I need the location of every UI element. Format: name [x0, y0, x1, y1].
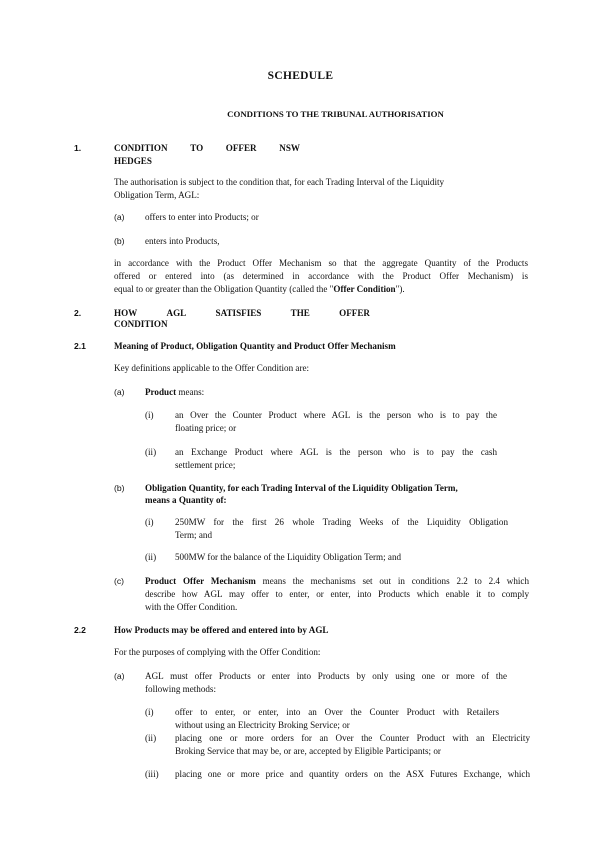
- item-label: (a): [114, 671, 125, 681]
- paragraph-text: ").: [395, 284, 405, 294]
- definition-text: , for each Trading Interval of the Liquidity Obligation Term,: [223, 483, 458, 493]
- item-line: AGL must offer Products or enter into Products by only using one or more of the: [145, 671, 507, 681]
- section-2-2-intro: For the purposes of complying with the Offer Condition:: [114, 647, 321, 657]
- item-label: (a): [114, 212, 125, 222]
- defined-term: Offer Condition: [333, 284, 396, 294]
- item-label: (b): [114, 483, 125, 493]
- subitem-line: 250MW for the first 26 whole Trading Weeks of the Liquidity Obligation: [175, 517, 508, 527]
- heading-word: HOW: [114, 308, 138, 318]
- item-line: following methods:: [145, 684, 216, 694]
- subitem-line: placing one or more orders for an Over the Counter Product with an Electricity: [175, 733, 530, 743]
- heading-word: AGL: [166, 308, 187, 318]
- section-1-paragraph-line: in accordance with the Product Offer Mechanism so that the aggregate Quantity of the Products: [114, 258, 528, 268]
- subitem-line: Term; and: [175, 530, 212, 540]
- section-2-number: 2.: [74, 308, 82, 318]
- page-title: SCHEDULE: [267, 70, 334, 82]
- section-1-intro: The authorisation is subject to the condition that, for each Trading Interval of the Liquidity Obligation Term, AGL:: [114, 177, 445, 201]
- item-text: enters into Products,: [145, 236, 220, 246]
- definition-line: with the Offer Condition.: [145, 602, 238, 612]
- subitem-label: (ii): [145, 447, 157, 457]
- defined-term: Product: [145, 387, 177, 397]
- subitem-label: (iii): [145, 769, 159, 779]
- section-2-heading-line2: CONDITION: [114, 319, 168, 329]
- subitem-label: (i): [145, 410, 154, 420]
- item-label: (b): [114, 236, 125, 246]
- subitem-line: floating price; or: [175, 423, 237, 433]
- defined-term: Product Offer Mechanism: [145, 576, 256, 586]
- section-1-number: 1.: [74, 143, 82, 153]
- item-text: offers to enter into Products; or: [145, 212, 259, 222]
- subitem-label: (ii): [145, 733, 157, 743]
- section-2-1-number: 2.1: [74, 341, 86, 351]
- section-2-1-intro: Key definitions applicable to the Offer Condition are:: [114, 363, 310, 373]
- section-1-heading-line2: HEDGES: [114, 156, 152, 166]
- definition-product: [145, 386, 204, 399]
- item-label: (c): [114, 576, 125, 586]
- page-subtitle: CONDITIONS TO THE TRIBUNAL AUTHORISATION: [227, 109, 444, 119]
- definition-line: means a Quantity of:: [145, 495, 227, 505]
- paragraph-text: equal to or greater than the Obligation Quantity (called the ": [114, 284, 334, 294]
- definition-product-offer-mechanism: [145, 575, 529, 588]
- heading-word: CONDITION: [114, 143, 168, 153]
- subitem-label: (i): [145, 517, 154, 527]
- subitem-line: an Over the Counter Product where AGL is the person who is to pay the: [175, 410, 497, 420]
- section-2-2-number: 2.2: [74, 625, 86, 635]
- section-2-1-heading: Meaning of Product, Obligation Quantity and Product Offer Mechanism: [114, 341, 396, 351]
- section-1-heading: [114, 142, 300, 155]
- subitem-line: 500MW for the balance of the Liquidity Obligation Term; and: [175, 552, 402, 562]
- section-1-paragraph-last: [114, 283, 528, 296]
- subitem-label: (ii): [145, 552, 157, 562]
- subitem-line: without using an Electricity Broking Service; or: [175, 720, 350, 730]
- heading-word: TO: [190, 143, 204, 153]
- heading-word: THE: [290, 308, 310, 318]
- definition-text: means the mechanisms set out in conditions 2.2 to 2.4 which: [255, 576, 529, 586]
- subitem-label: (i): [145, 707, 154, 717]
- heading-word: OFFER: [339, 308, 370, 318]
- subitem-line: settlement price;: [175, 460, 236, 470]
- heading-word: NSW: [279, 143, 300, 153]
- definition-text: means:: [176, 387, 205, 397]
- item-label: (a): [114, 387, 125, 397]
- subitem-line: offer to enter, or enter, into an Over the Counter Product with Retailers: [175, 707, 499, 717]
- subitem-line: placing one or more price and quantity orders on the ASX Futures Exchange, which: [175, 769, 530, 779]
- section-2-2-heading: How Products may be offered and entered into by AGL: [114, 625, 329, 635]
- subitem-line: Broking Service that may be, or are, accepted by Eligible Participants; or: [175, 746, 441, 756]
- heading-word: SATISFIES: [215, 308, 262, 318]
- defined-term: Obligation Quantity: [145, 483, 224, 493]
- heading-word: OFFER: [225, 143, 257, 153]
- subitem-line: an Exchange Product where AGL is the person who is to pay the cash: [175, 447, 497, 457]
- section-1-paragraph-line: offered or entered into (as determined in accordance with the Product Offer Mechanism) is: [114, 271, 528, 281]
- definition-line: describe how AGL may offer to enter, or enter, into Products which enable it to comply: [145, 589, 529, 599]
